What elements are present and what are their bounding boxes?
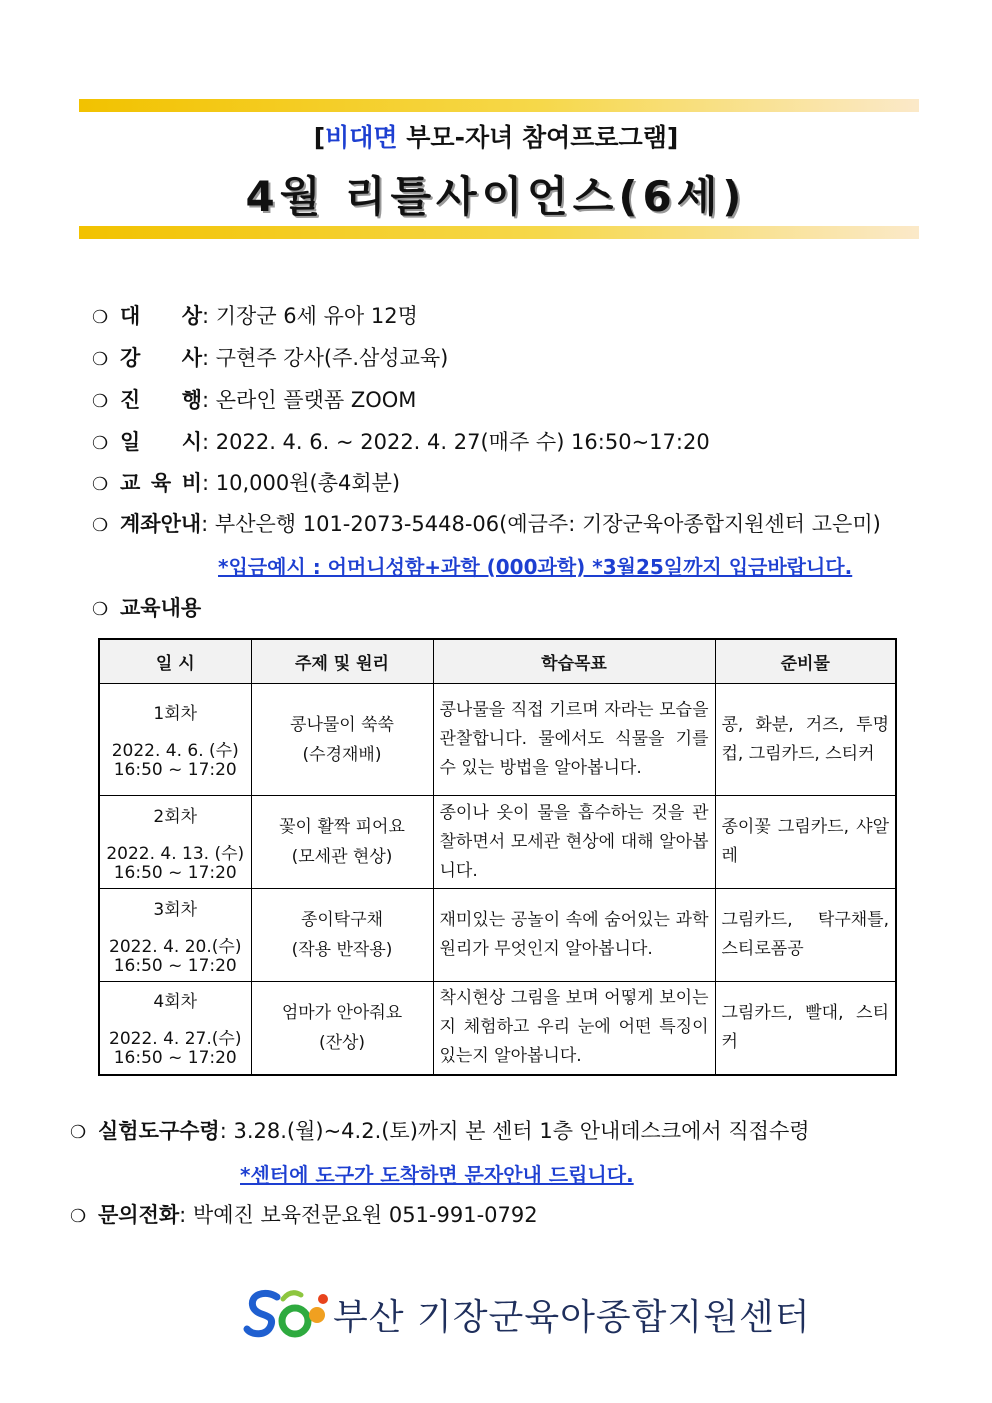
circle-bullet-icon: ❍: [70, 1206, 87, 1227]
circle-bullet-icon: ❍: [92, 349, 109, 370]
topic-cell: 종이탁구채 (작용 반작용): [251, 889, 433, 982]
schedule-table: [98, 638, 897, 1076]
table-row: [99, 889, 896, 982]
session-cell: 3회차 2022. 4. 20.(수) 16:50 ~ 17:20: [99, 889, 251, 982]
topic-cell: 콩나물이 쑥쑥 (수경재배): [251, 684, 433, 796]
topic-cell: 엄마가 안아줘요 (잔상): [251, 982, 433, 1075]
info-method: ❍ 진 행: 온라인 플랫폼 ZOOM: [92, 388, 417, 412]
goal-cell: 재미있는 공놀이 속에 숨어있는 과학원리가 무엇인지 알아봅니다.: [433, 889, 715, 982]
materials-cell: 그림카드, 탁구채틀, 스티로폼공: [715, 889, 896, 982]
circle-bullet-icon: ❍: [92, 391, 109, 412]
table-header-row: [99, 639, 896, 684]
col-header-goal: 학습목표: [433, 639, 715, 684]
program-subtitle: [비대면 부모-자녀 참여프로그램]: [313, 123, 679, 152]
contact-info: ❍ 문의전화: 박예진 보육전문요원 051-991-0792: [70, 1203, 538, 1227]
materials-cell: 콩, 화분, 거즈, 투명컵, 그림카드, 스티커: [715, 684, 896, 796]
circle-bullet-icon: ❍: [92, 599, 109, 620]
session-cell: 1회차 2022. 4. 6. (수) 16:50 ~ 17:20: [99, 684, 251, 796]
header-bottom-bar: [79, 226, 919, 239]
center-logo: [243, 1285, 333, 1345]
center-name: 부산 기장군육아종합지원센터: [333, 1297, 811, 1338]
materials-cell: 그림카드, 빨대, 스티커: [715, 982, 896, 1075]
info-account: ❍ 계좌안내: 부산은행 101-2073-5448-06(예금주: 기장군육아종합지원센터 고은미): [92, 512, 881, 536]
circle-bullet-icon: ❍: [92, 433, 109, 454]
subtitle-highlight: 비대면: [325, 123, 398, 152]
session-cell: 4회차 2022. 4. 27.(수) 16:50 ~ 17:20: [99, 982, 251, 1075]
deposit-note: *입금예시 : 어머니성함+과학 (000과학) *3월25일까지 입금바랍니다.: [218, 555, 853, 579]
pickup-info: ❍ 실험도구수령: 3.28.(월)~4.2.(토)까지 본 센터 1층 안내데스크에서 직접수령: [70, 1119, 810, 1143]
topic-cell: 꽃이 활짝 피어요 (모세관 현상): [251, 796, 433, 889]
session-cell: 2회차 2022. 4. 13. (수) 16:50 ~ 17:20: [99, 796, 251, 889]
info-content-heading: ❍ 교육내용: [92, 596, 202, 620]
info-instructor: ❍ 강 사: 구현주 강사(주.삼성교육): [92, 346, 449, 370]
info-target: ❍ 대 상: 기장군 6세 유아 12명: [92, 304, 418, 328]
circle-bullet-icon: ❍: [70, 1122, 87, 1143]
circle-bullet-icon: ❍: [92, 474, 109, 495]
circle-bullet-icon: ❍: [92, 307, 109, 328]
circle-bullet-icon: ❍: [92, 515, 109, 536]
col-header-datetime: 일 시: [99, 639, 251, 684]
info-fee: ❍ 교 육 비: 10,000원(총4회분): [92, 471, 401, 495]
table-row: [99, 684, 896, 796]
header-top-bar: [79, 99, 919, 112]
col-header-topic: 주제 및 원리: [251, 639, 433, 684]
logo-mark-icon: [247, 1293, 328, 1334]
info-schedule: ❍ 일 시: 2022. 4. 6. ~ 2022. 4. 27(매주 수) 16:50~17:20: [92, 430, 710, 454]
program-title: 4월 리틀사이언스(6세): [245, 172, 747, 221]
materials-cell: 종이꽃 그림카드, 샤알레: [715, 796, 896, 889]
goal-cell: 콩나물을 직접 기르며 자라는 모습을 관찰합니다. 물에서도 식물을 기를 수 있는 방법을 알아봅니다.: [433, 684, 715, 796]
table-row: [99, 796, 896, 889]
col-header-materials: 준비물: [715, 639, 896, 684]
goal-cell: 착시현상 그림을 보며 어떻게 보이는지 체험하고 우리 눈에 어떤 특징이 있는지 알아봅니다.: [433, 982, 715, 1075]
pickup-note: *센터에 도구가 도착하면 문자안내 드립니다.: [240, 1163, 634, 1187]
goal-cell: 종이나 옷이 물을 흡수하는 것을 관찰하면서 모세관 현상에 대해 알아봅니다.: [433, 796, 715, 889]
table-row: [99, 982, 896, 1075]
